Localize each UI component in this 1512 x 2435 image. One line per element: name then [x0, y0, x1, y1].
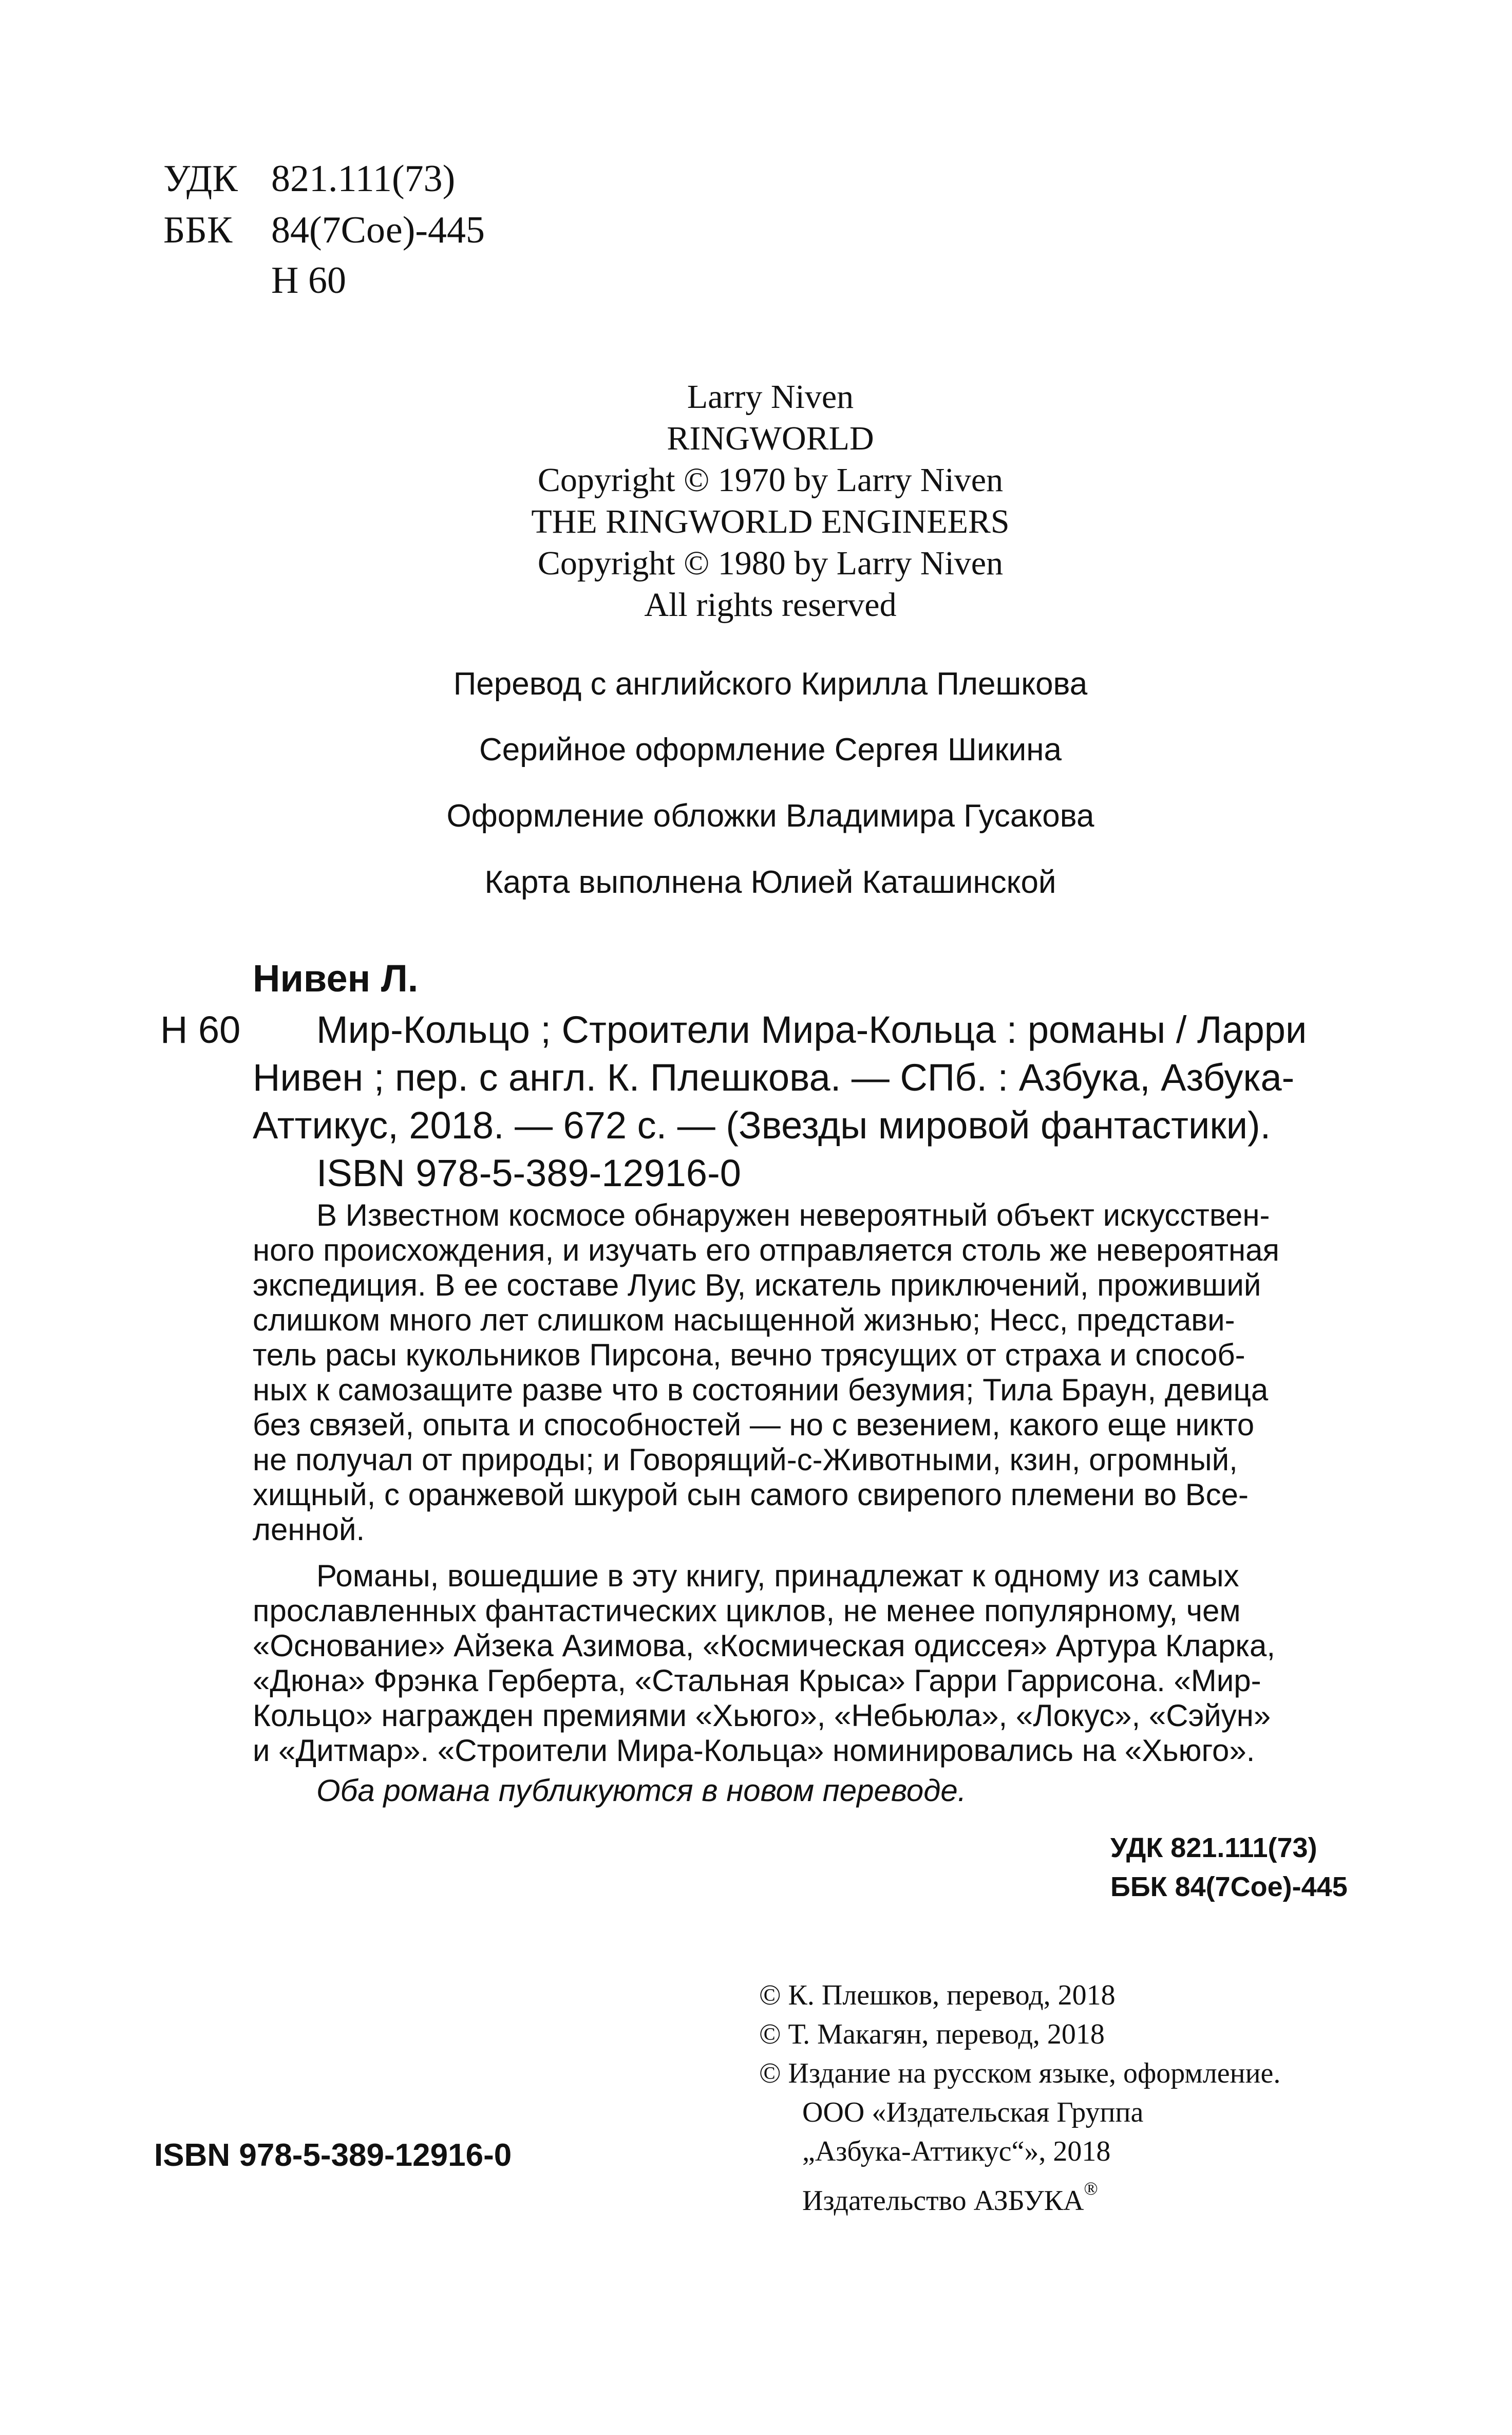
catalog-bbk: ББК 84(7Сое)-445	[1110, 1871, 1348, 1902]
catalog-entry-line: Нивен ; пер. с англ. К. Плешкова. — СПб. : Азбука, Азбука-	[253, 1056, 1295, 1099]
publisher-imprint	[802, 2172, 1098, 2217]
publisher-name: Издательство АЗБУКА	[802, 2185, 1084, 2217]
copyright-2: Copyright © 1980 by Larry Niven	[537, 545, 1004, 582]
annotation-line: В Известном космосе обнаружен невероятный объект искусствен-	[316, 1198, 1270, 1232]
footer-isbn: ISBN 978-5-389-12916-0	[154, 2138, 512, 2173]
copyright-line: © К. Плешков, перевод, 2018	[759, 1979, 1116, 2011]
bbk-line	[163, 205, 485, 255]
annotation-line: тель расы кукольников Пирсона, вечно трясущих от страха и способ-	[253, 1338, 1245, 1372]
copyright-1: Copyright © 1970 by Larry Niven	[537, 461, 1004, 499]
translation-note: Оба романа публикуются в новом переводе.	[316, 1773, 967, 1808]
bbk-value: 84(7Сое)-445	[271, 209, 485, 251]
catalog-isbn: ISBN 978-5-389-12916-0	[316, 1152, 741, 1194]
copyright-line: © Издание на русском языке, оформление.	[759, 2057, 1281, 2089]
bbk-label: ББК	[163, 209, 233, 251]
udk-line	[163, 154, 455, 203]
annotation-line: ного происхождения, и изучать его отправляется столь же невероятная	[253, 1233, 1279, 1267]
original-author: Larry Niven	[687, 378, 854, 416]
series-design-credit: Серийное оформление Сергея Шикина	[479, 732, 1062, 767]
registered-mark: ®	[1084, 2178, 1098, 2199]
rights-reserved: All rights reserved	[644, 586, 897, 624]
original-title-1: RINGWORLD	[667, 420, 874, 457]
catalog-mark: Н 60	[160, 1008, 241, 1051]
publisher-line: ООО «Издательская Группа	[802, 2096, 1144, 2128]
annotation-line: Кольцо» награжден премиями «Хьюго», «Небьюла», «Локус», «Сэйун»	[253, 1698, 1271, 1733]
catalog-entry-line: Мир-Кольцо ; Строители Мира-Кольца : романы / Ларри	[316, 1008, 1307, 1051]
udk-label: УДК	[163, 158, 238, 200]
translator-credit: Перевод с английского Кирилла Плешкова	[453, 666, 1088, 702]
publisher-line: „Азбука-Аттикус“», 2018	[802, 2136, 1111, 2167]
catalog-entry-line: Аттикус, 2018. — 672 с. — (Звезды мировой фантастики).	[253, 1104, 1271, 1147]
annotation-line: без связей, опыта и способностей — но с везением, какого еще никто	[253, 1408, 1255, 1442]
udk-value: 821.111(73)	[271, 158, 456, 200]
cover-design-credit: Оформление обложки Владимира Гусакова	[446, 798, 1094, 834]
author-mark: Н 60	[271, 259, 346, 302]
annotation-line: ных к самозащите разве что в состоянии безумия; Тила Браун, девица	[253, 1373, 1269, 1407]
annotation-line: ленной.	[253, 1512, 365, 1547]
annotation-line: «Основание» Айзека Азимова, «Космическая одиссея» Артура Кларка,	[253, 1628, 1276, 1663]
annotation-line: прославленных фантастических циклов, не менее популярному, чем	[253, 1594, 1241, 1628]
annotation-line: Романы, вошедшие в эту книгу, принадлежат к одному из самых	[316, 1559, 1239, 1593]
annotation-line: хищный, с оранжевой шкурой сын самого свирепого племени во Все-	[253, 1477, 1249, 1512]
annotation-line: и «Дитмар». «Строители Мира-Кольца» номинировались на «Хьюго».	[253, 1733, 1255, 1768]
original-title-2: THE RINGWORLD ENGINEERS	[531, 503, 1010, 540]
copyright-line: © Т. Макагян, перевод, 2018	[759, 2018, 1105, 2050]
map-credit: Карта выполнена Юлией Каташинской	[484, 865, 1056, 900]
annotation-line: «Дюна» Фрэнка Герберта, «Стальная Крыса» Гарри Гаррисона. «Мир-	[253, 1663, 1261, 1698]
catalog-udk: УДК 821.111(73)	[1110, 1832, 1317, 1863]
annotation-line: не получал от природы; и Говорящий-с-Животными, кзин, огромный,	[253, 1443, 1238, 1477]
annotation-line: экспедиция. В ее составе Луис Ву, искатель приключений, проживший	[253, 1268, 1261, 1302]
annotation-line: слишком много лет слишком насыщенной жизнью; Несс, представи-	[253, 1303, 1235, 1337]
catalog-author: Нивен Л.	[253, 957, 419, 1000]
